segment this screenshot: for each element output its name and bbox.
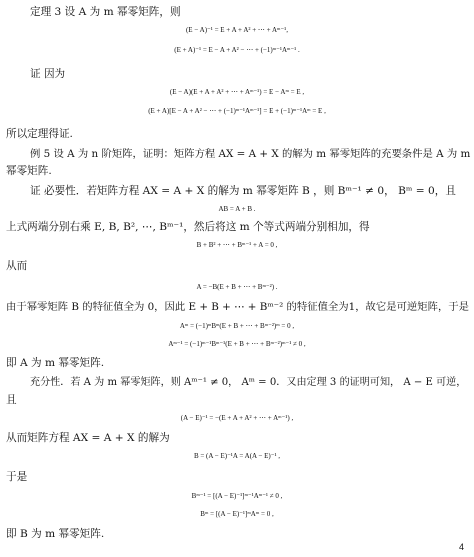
proof-conclusion: 所以定理得证. xyxy=(6,128,73,140)
b-nilpotent-conclusion: 即 B 为 m 幂零矩阵. xyxy=(6,528,105,540)
equation-inverse-a-minus-e: (A − E)⁻¹ = −(E + A + A² + ⋯ + Aᵐ⁻¹) , xyxy=(180,414,294,422)
equation-b-solution: B = (A − E)⁻¹A = A(A − E)⁻¹ , xyxy=(193,452,281,460)
equation-a-expression: A = −B(E + B + ⋯ + Bᵐ⁻²) . xyxy=(196,283,278,291)
proof-intro: 证 因为 xyxy=(30,68,66,80)
hence-label: 于是 xyxy=(6,471,28,483)
equation-inverse-e-minus-a: (E − A)⁻¹ = E + A + A² + ⋯ + Aᵐ⁻¹, xyxy=(185,26,289,34)
sufficiency-paragraph: 充分性．若 A 为 m 幂零矩阵，则 Aᵐ⁻¹ ≠ 0， Aᵐ = 0．又由定理 3 的证明可知， A − E 可逆， xyxy=(30,377,467,388)
page-number: 4 xyxy=(458,542,464,552)
equation-inverse-e-plus-a: (E + A)⁻¹ = E − A + A² − ⋯ + (−1)ᵐ⁻¹Aᵐ⁻¹ . xyxy=(174,46,300,54)
example-5-statement-cont: 幂零矩阵. xyxy=(6,165,52,177)
example-5-statement: 例 5 设 A 为 n 阶矩阵，证明：矩阵方程 AX = A + X 的解为 m 幂零矩阵的充要条件是 A 为 m xyxy=(30,148,471,160)
solution-paragraph: 从而矩阵方程 AX = A + X 的解为 xyxy=(6,432,170,444)
equation-b-power-m-minus-1: Bᵐ⁻¹ = [(A − E)⁻¹]ᵐ⁻¹Aᵐ⁻¹ ≠ 0 , xyxy=(191,492,283,500)
theorem-3-statement: 定理 3 设 A 为 m 幂零矩阵，则 xyxy=(30,6,181,18)
equation-b-power-m: Bᵐ = [(A − E)⁻¹]ᵐAᵐ = 0 , xyxy=(200,510,274,518)
equation-a-power-m: Aᵐ = (−1)ᵐBᵐ(E + B + ⋯ + Bᵐ⁻²)ᵐ = 0 , xyxy=(179,322,295,330)
eigenvalue-paragraph: 由于幂零矩阵 B 的特征值全为 0，因此 E + B + ⋯ + Bᵐ⁻² 的特征值全为1，故它是可逆矩阵，于是 xyxy=(6,301,469,313)
necessity-paragraph: 证 必要性．若矩阵方程 AX = A + X 的解为 m 幂零矩阵 B ，则 Bᵐ⁻¹ ≠ 0， Bᵐ = 0，且 xyxy=(30,185,456,197)
equation-a-power-m-minus-1: Aᵐ⁻¹ = (−1)ᵐ⁻¹Bᵐ⁻¹(E + B + ⋯ + Bᵐ⁻²)ᵐ⁻¹ ≠ 0 , xyxy=(168,340,306,348)
equation-proof-1: (E − A)(E + A + A² + ⋯ + Aᵐ⁻¹) = E − Aᵐ = E , xyxy=(169,88,305,96)
a-nilpotent-conclusion: 即 A 为 m 幂零矩阵. xyxy=(6,357,105,369)
multiply-paragraph: 上式两端分别右乘 E, B, B², ⋯, Bᵐ⁻¹，然后将这 m 个等式两端分别相加，得 xyxy=(6,221,370,233)
thus-label: 从而 xyxy=(6,260,28,272)
equation-proof-2: (E + A)[E − A + A² − ⋯ + (−1)ᵐ⁻¹Aᵐ⁻¹] = E + (−1)ᵐ⁻¹Aᵐ = E , xyxy=(148,107,326,115)
and-label: 且 xyxy=(6,394,17,406)
equation-ab: AB = A + B . xyxy=(218,205,256,213)
equation-sum-b: B + B² + ⋯ + Bᵐ⁻¹ + A = 0 , xyxy=(196,241,278,249)
